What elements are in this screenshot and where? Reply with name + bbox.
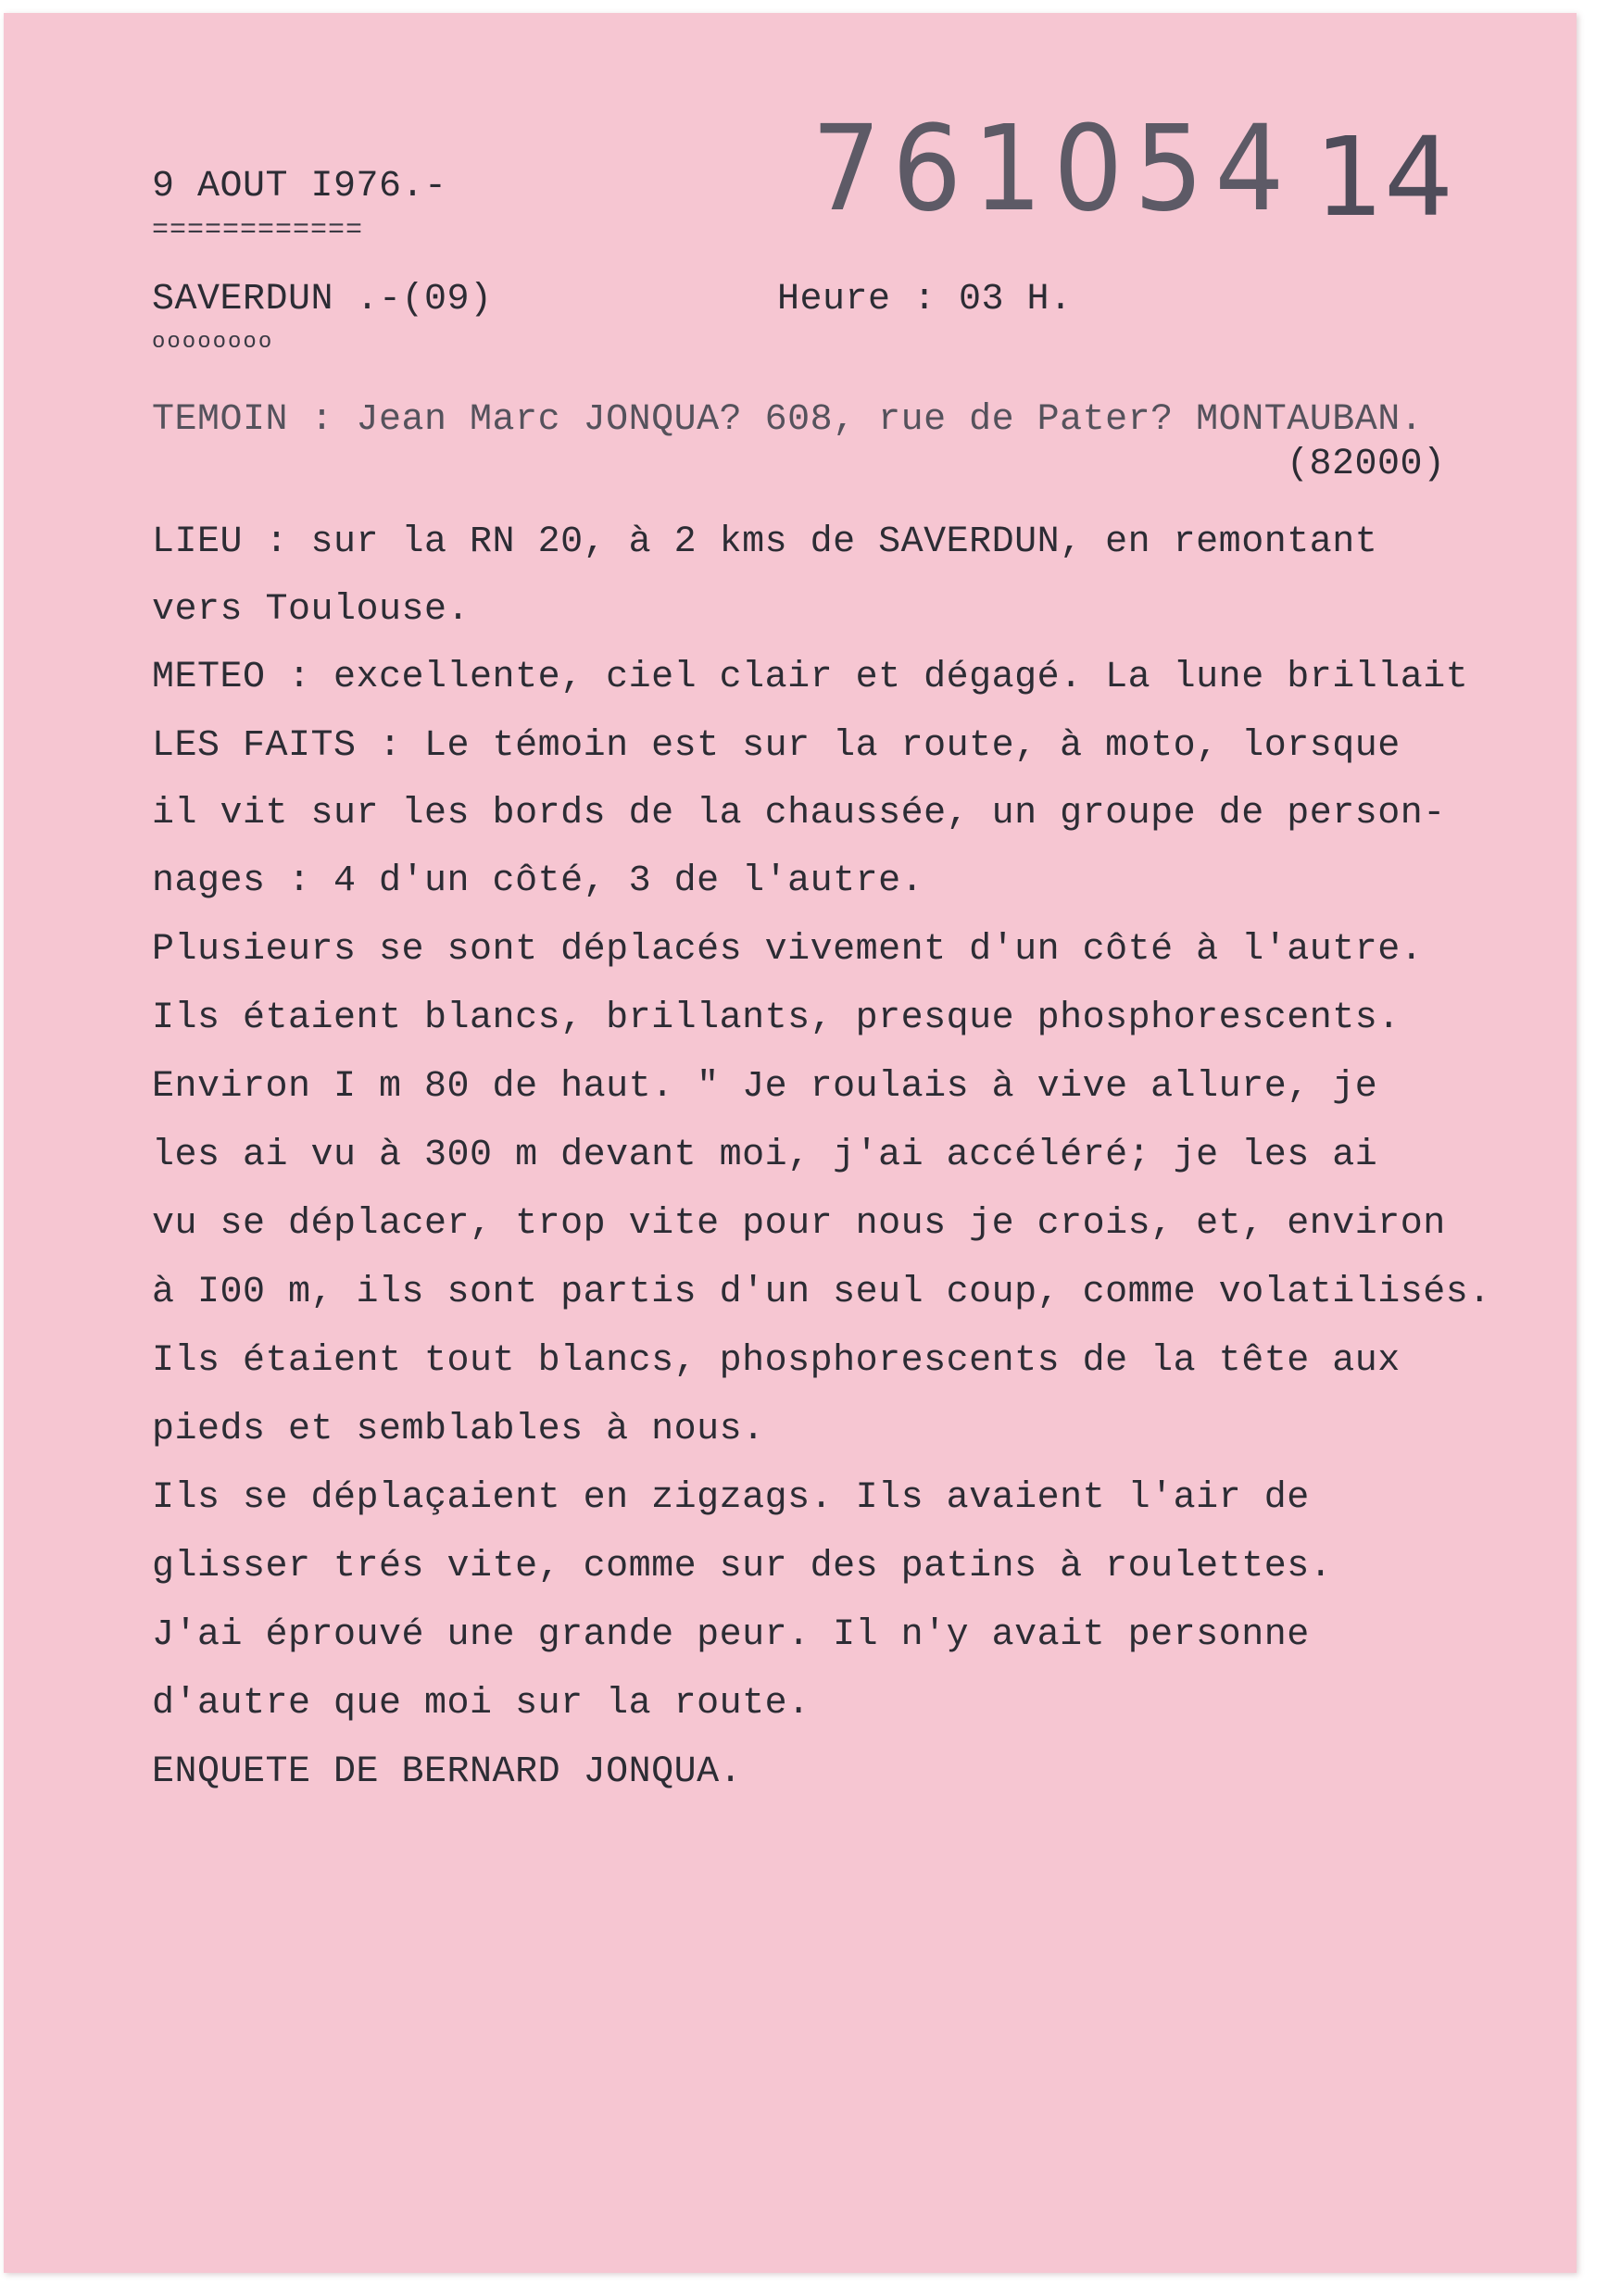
location-header: SAVERDUN .-(09) [152, 279, 493, 320]
facts-line: J'ai éprouvé une grande peur. Il n'y avait personne [152, 1614, 1310, 1656]
postal-code-line: (82000) [1287, 444, 1446, 485]
facts-line: vu se déplacer, trop vite pour nous je crois, et, environ [152, 1203, 1446, 1245]
weather-line: METEO : excellente, ciel clair et dégagé. La lune brillait [152, 657, 1469, 698]
facts-line: il vit sur les bords de la chaussée, un groupe de person- [152, 793, 1446, 834]
report-date: 9 AOUT I976.- [152, 166, 447, 207]
date-underline: ============ [152, 215, 364, 246]
facts-line: Plusieurs se sont déplacés vivement d'un côté à l'autre. [152, 929, 1424, 971]
investigator-signature-line: ENQUETE DE BERNARD JONQUA. [152, 1751, 743, 1793]
document-page [4, 13, 1577, 2273]
facts-line: pieds et semblables à nous. [152, 1409, 765, 1450]
facts-line: nages : 4 d'un côté, 3 de l'autre. [152, 860, 924, 902]
facts-line: LES FAITS : Le témoin est sur la route, à moto, lorsque [152, 725, 1401, 767]
facts-line: les ai vu à 300 m devant moi, j'ai accéléré; je les ai [152, 1135, 1378, 1176]
facts-line: glisser trés vite, comme sur des patins à roulettes. [152, 1546, 1333, 1587]
facts-line: Ils se déplaçaient en zigzags. Ils avaient l'air de [152, 1477, 1310, 1519]
place-line-continued: vers Toulouse. [152, 589, 471, 631]
location-underline: oooooooo [152, 330, 274, 355]
place-line: LIEU : sur la RN 20, à 2 kms de SAVERDUN, en remontant [152, 521, 1378, 563]
reference-number-stamp-tail: 14 [1314, 113, 1454, 241]
reference-number-stamp: 761054 [811, 99, 1296, 238]
facts-line: Ils étaient tout blancs, phosphorescents de la tête aux [152, 1340, 1401, 1382]
witness-line: TEMOIN : Jean Marc JONQUA? 608, rue de Pater? MONTAUBAN. [152, 399, 1424, 441]
facts-line: à I00 m, ils sont partis d'un seul coup, comme volatilisés. [152, 1272, 1491, 1313]
facts-line: Ils étaient blancs, brillants, presque phosphorescents. [152, 997, 1401, 1039]
facts-line: d'autre que moi sur la route. [152, 1683, 810, 1725]
facts-line: Environ I m 80 de haut. " Je roulais à vive allure, je [152, 1066, 1378, 1108]
time-header: Heure : 03 H. [777, 279, 1073, 320]
